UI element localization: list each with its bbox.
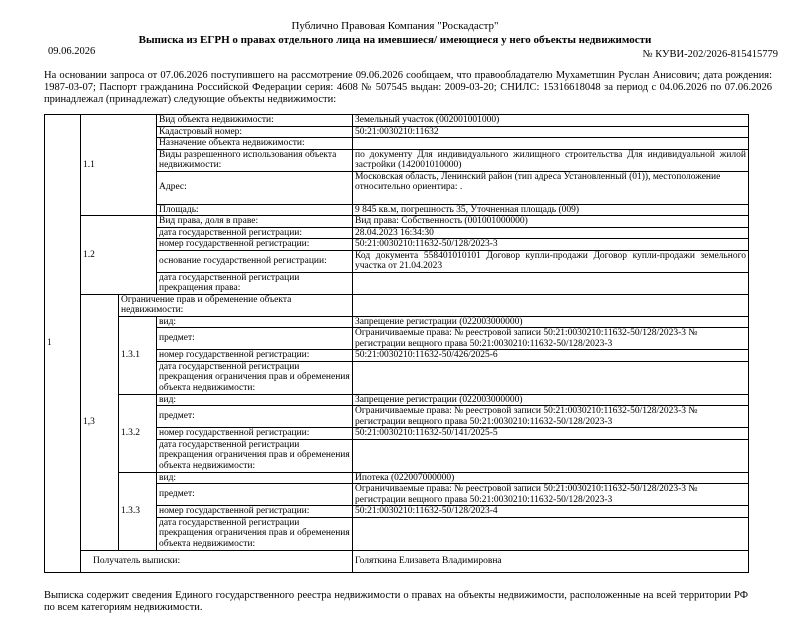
enc-subject-value: Ограничиваемые права: № реестровой записи 50:21:0030210:11632-50/128/2023-3 № регистрации вещного права 50:21:0030210:11632-50/128/2023-3 [353,484,749,506]
enc-num-value: 50:21:0030210:11632-50/426/2025-6 [353,350,749,362]
reg-basis-value: Код документа 558401010101 Договор купли-продажи Договор купли-продажи земельного участка от 21.04.2023 [353,250,749,272]
enc-num-label: номер государственной регистрации: [157,428,353,440]
enc-kind-label: вид: [157,394,353,406]
reg-basis-label: основание государственной регистрации: [157,250,353,272]
object-type-label: Вид объекта недвижимости: [157,115,353,127]
enc-kind-value: Запрещение регистрации (022003000000) [353,394,749,406]
right-kind-label: Вид права, доля в праве: [157,216,353,228]
cadastral-value: 50:21:0030210:11632 [353,126,749,138]
enc-subject-value: Ограничиваемые права: № реестровой записи 50:21:0030210:11632-50/128/2023-3 № регистрации вещного права 50:21:0030210:11632-50/128/2023-3 [353,328,749,350]
subsection-number: 1.3.2 [119,394,157,472]
table-row [45,316,749,328]
document-number: № КУВИ-202/2026-815415779 [642,49,778,60]
section-number: 1.2 [81,216,157,295]
row-number: 1 [45,115,81,573]
table-row [45,550,749,572]
reg-date-value: 28.04.2023 16:34:30 [353,227,749,239]
subsection-number: 1.3.3 [119,472,157,550]
footer-note: Выписка содержит сведения Единого государственного реестра недвижимости о правах на объекты недвижимости, расположенные на всей территории РФ по всем категориям недвижимости. [44,590,748,613]
company-name: Публично Правовая Компания "Роскадастр" [291,20,499,32]
reg-date-label: дата государственной регистрации: [157,227,353,239]
enc-num-value: 50:21:0030210:11632-50/128/2023-4 [353,506,749,518]
object-type-value: Земельный участок (002001001000) [353,115,749,127]
purpose-value [353,138,749,150]
enc-subject-label: предмет: [157,484,353,506]
right-kind-value: Вид права: Собственность (001001000000) [353,216,749,228]
reg-number-value: 50:21:0030210:11632-50/128/2023-3 [353,239,749,251]
area-value: 9 845 кв.м, погрешность 35, Уточненная площадь (009) [353,204,749,216]
reg-number-label: номер государственной регистрации: [157,239,353,251]
enc-kind-value: Запрещение регистрации (022003000000) [353,316,749,328]
use-value: по документу Для индивидуального жилищного строительства Для индивидуальной жилой застройки (142001010000) [353,149,749,171]
recipient-value: Голяткина Елизавета Владимировна [353,550,749,572]
encumbrance-header: Ограничение прав и обременение объекта недвижимости: [119,294,353,316]
enc-end-value [353,361,749,394]
encumbrance-header-value [353,294,749,316]
enc-end-value [353,517,749,550]
reg-end-label: дата государственной регистрации прекращения права: [157,272,353,294]
enc-subject-value: Ограничиваемые права: № реестровой записи 50:21:0030210:11632-50/128/2023-3 № регистрации вещного права 50:21:0030210:11632-50/128/2023-3 [353,406,749,428]
cadastral-label: Кадастровый номер: [157,126,353,138]
enc-num-value: 50:21:0030210:11632-50/141/2025-5 [353,428,749,440]
use-label: Виды разрешенного использования объекта недвижимости: [157,149,353,171]
section-number: 1.1 [81,115,157,216]
address-value: Московская область, Ленинский район (тип адреса Установленный (01)), местоположение относительно ориентира: . [353,171,749,204]
table-row [45,216,749,228]
enc-num-label: номер государственной регистрации: [157,506,353,518]
reg-end-value [353,272,749,294]
document-title: Выписка из ЕГРН о правах отдельного лица на имевшиеся/ имеющиеся у него объекты недвижимости [138,34,652,46]
enc-subject-label: предмет: [157,406,353,428]
address-label: Адрес: [157,171,353,204]
table-row [45,394,749,406]
section-number: 1,3 [81,294,119,550]
recipient-label: Получатель выписки: [81,550,353,572]
area-label: Площадь: [157,204,353,216]
enc-end-label: дата государственной регистрации прекращения ограничения прав и обременения объекта недвижимости: [157,439,353,472]
enc-end-value [353,439,749,472]
enc-end-label: дата государственной регистрации прекращения ограничения прав и обременения объекта недвижимости: [157,517,353,550]
intro-paragraph: На основании запроса от 07.06.2026 поступившего на рассмотрение 09.06.2026 сообщаем, что правообладателю Мухаметшин Руслан Анисович; дата рождения: 1987-03-07; Паспорт гражданина Российской Федерации серия: 4608 № 507545 выдан: 2009-03-20; СНИЛС: 15316618048 за период с 04.06.2026 по 07.06.2026 принадлежал (принадлежат) следующие объекты недвижимости: [44,70,772,105]
enc-end-label: дата государственной регистрации прекращения ограничения прав и обременения объекта недвижимости: [157,361,353,394]
enc-num-label: номер государственной регистрации: [157,350,353,362]
document-date: 09.06.2026 [48,46,96,57]
table-row [45,294,749,316]
enc-subject-label: предмет: [157,328,353,350]
table-row [45,115,749,127]
enc-kind-label: вид: [157,316,353,328]
subsection-number: 1.3.1 [119,316,157,394]
egrn-table [44,114,749,573]
purpose-label: Назначение объекта недвижимости: [157,138,353,150]
enc-kind-value: Ипотека (022007000000) [353,472,749,484]
enc-kind-label: вид: [157,472,353,484]
table-row [45,472,749,484]
